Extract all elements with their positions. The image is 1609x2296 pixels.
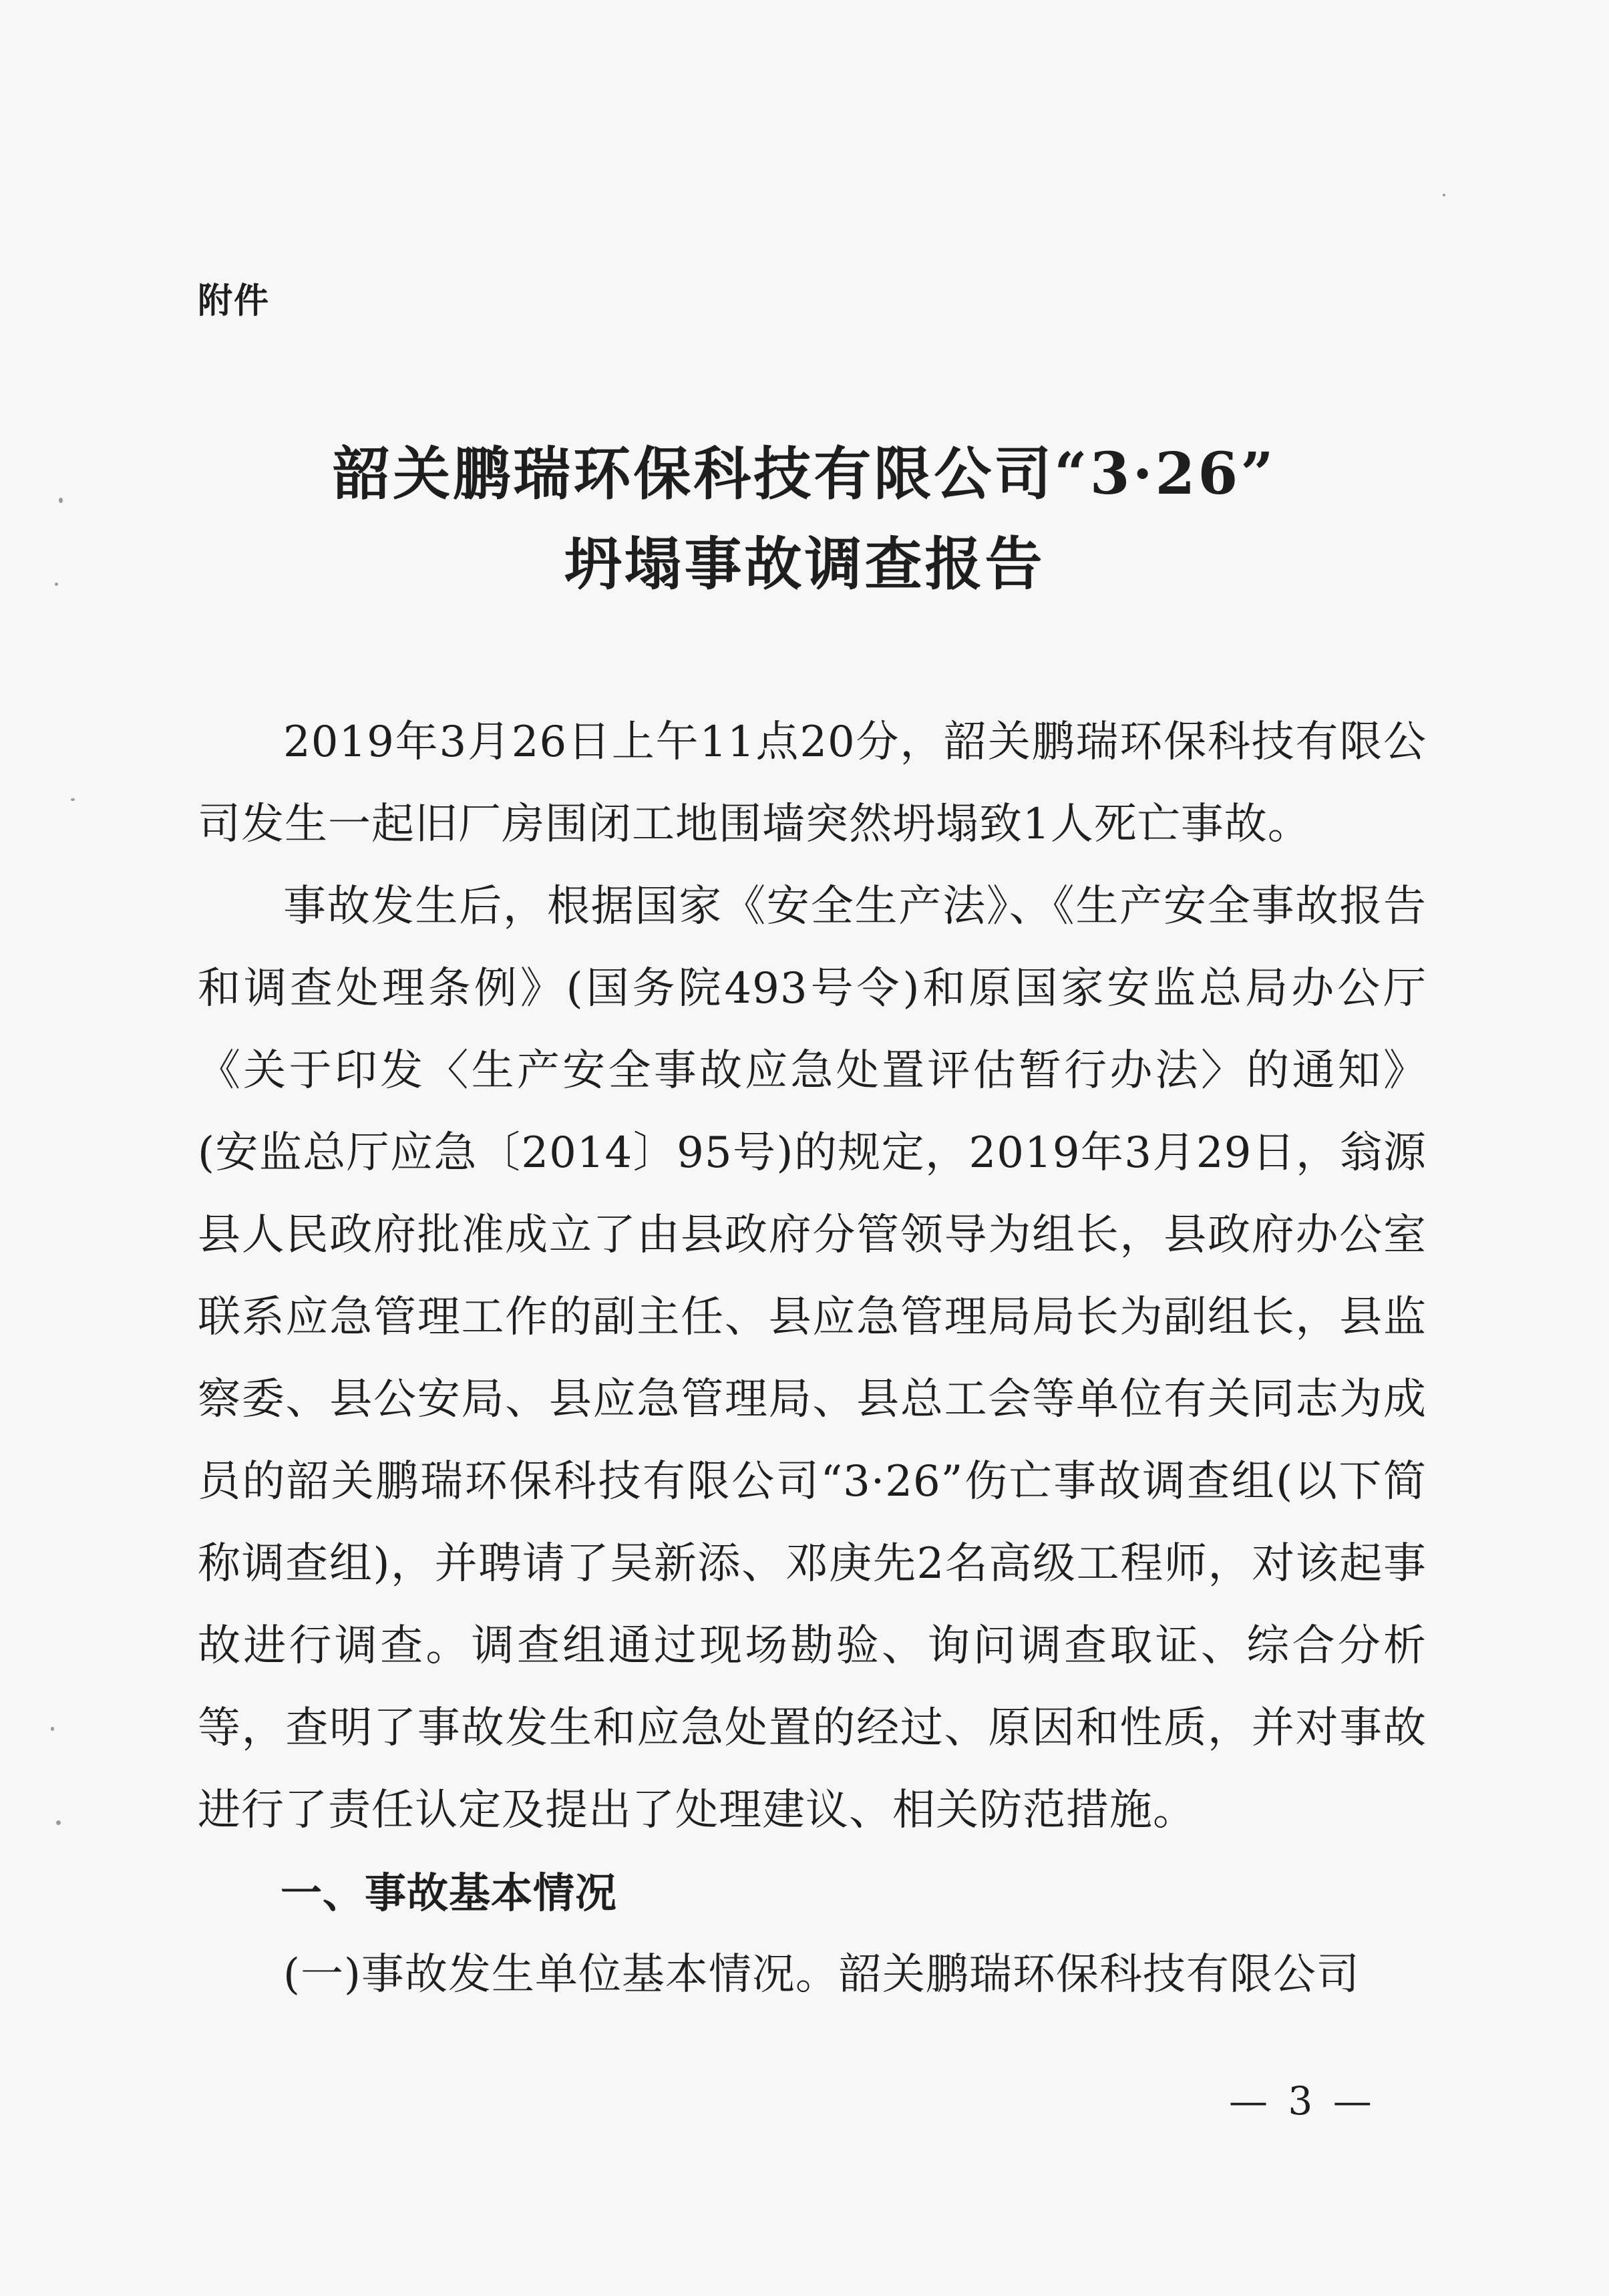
scan-speck — [56, 1820, 61, 1825]
scan-speck — [51, 1727, 54, 1731]
scan-speck — [71, 798, 75, 801]
report-body — [198, 701, 1427, 2016]
paragraph-company-info: (一)事故发生单位基本情况。韶关鹏瑞环保科技有限公司 — [283, 1950, 1360, 1999]
report-title-line-1: 韶关鹏瑞环保科技有限公司“3·26” — [333, 440, 1276, 508]
paragraph-investigation-basis: 事故发生后，根据国家《安全生产法》、《生产安全事故报告和调查处理条例》(国务院493号令)和原国家安监总局办公厅《关于印发〈生产安全事故应急处置评估暂行办法〉的通知》(安监总厅应急〔2014〕95号)的规定，2019年3月29日，翁源县人民政府批准成立了由县政府分管领导为组长，县政府办公室联系应急管理工作的副主任、县应急管理局局长为副组长，县监察委、县公安局、县应急管理局、县总工会等单位有关同志为成员的韶关鹏瑞环保科技有限公司“3·26”伤亡事故调查组(以下简称调查组)，并聘请了吴新添、邓庚先2名高级工程师，对该起事故进行调查。调查组通过现场勘验、询问调查取证、综合分析等，查明了事故发生和应急处置的经过、原因和性质，并对事故进行了责任认定及提出了处理建议、相关防范措施。 — [198, 882, 1427, 1835]
section-heading: 一、事故基本情况 — [281, 1868, 618, 1917]
paragraph-accident-summary: 2019年3月26日上午11点20分，韶关鹏瑞环保科技有限公司发生一起旧厂房围闭工地围墙突然坍塌致1人死亡事故。 — [198, 717, 1427, 849]
attachment-label: 附件 — [198, 281, 271, 321]
report-title-line-2: 坍塌事故调查报告 — [564, 530, 1045, 598]
scan-speck — [59, 498, 63, 503]
page-number: — 3 — — [1229, 2078, 1376, 2124]
scan-speck — [55, 583, 58, 586]
scan-speck — [1443, 194, 1445, 196]
